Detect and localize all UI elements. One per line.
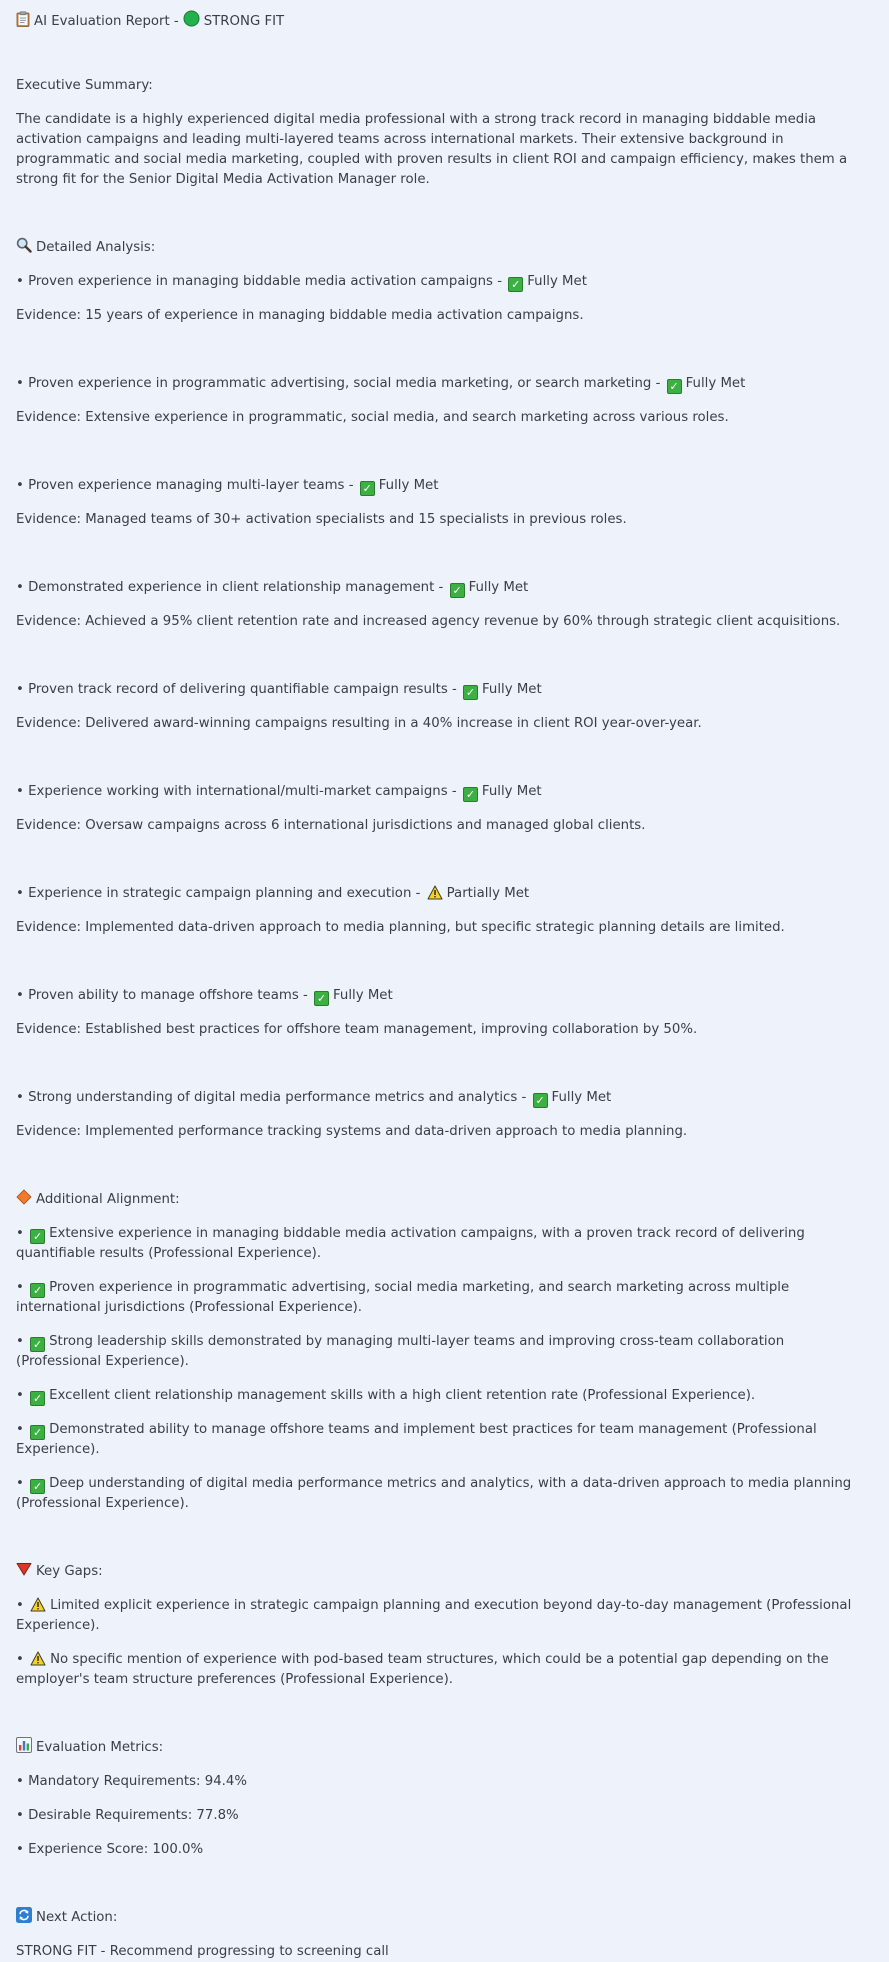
alignment-item: • ✓ Demonstrated ability to manage offshore teams and implement best practices for team management (Professional Experience). xyxy=(16,1422,817,1457)
metric-desirable: • Desirable Requirements: 77.8% xyxy=(16,1808,239,1823)
criterion-line xyxy=(16,782,873,802)
criterion-status: Fully Met xyxy=(551,1090,612,1105)
criterion-status: Fully Met xyxy=(481,784,542,799)
bar-chart-icon xyxy=(16,1737,32,1760)
check-icon: ✓ xyxy=(533,1093,548,1108)
criterion-status: Fully Met xyxy=(685,376,746,391)
check-icon: ✓ xyxy=(463,787,478,802)
criterion-text: • Demonstrated experience in client relationship management - xyxy=(16,580,448,595)
criterion-line xyxy=(16,1088,873,1108)
criterion-item xyxy=(16,986,873,1040)
criterion-text: • Proven ability to manage offshore teams - xyxy=(16,988,312,1003)
key-gaps-heading xyxy=(16,1562,873,1582)
alignment-item: • ✓ Extensive experience in managing biddable media activation campaigns, with a proven track record of delivering quantifiable results (Professional Experience). xyxy=(16,1226,805,1261)
key-gaps-section xyxy=(16,1562,873,1690)
warning-icon xyxy=(427,885,443,900)
criterion-line xyxy=(16,374,873,394)
alignment-text: Excellent client relationship management skills with a high client retention rate (Professional Experience). xyxy=(49,1388,756,1403)
green-circle-icon xyxy=(183,10,200,34)
criterion-item xyxy=(16,1088,873,1142)
check-icon: ✓ xyxy=(30,1425,45,1440)
report-title xyxy=(16,12,873,32)
criterion-evidence: Evidence: 15 years of experience in managing biddable media activation campaigns. xyxy=(16,308,584,323)
criterion-text: • Proven experience in managing biddable media activation campaigns - xyxy=(16,274,507,289)
evaluation-metrics-heading xyxy=(16,1738,873,1758)
alignment-item: • ✓ Deep understanding of digital media performance metrics and analytics, with a data-driven approach to media planning (Professional Experience). xyxy=(16,1476,852,1511)
criterion-text: • Experience in strategic campaign planning and execution - xyxy=(16,886,425,901)
criterion-item xyxy=(16,680,873,734)
additional-alignment-heading xyxy=(16,1190,873,1210)
criterion-evidence: Evidence: Oversaw campaigns across 6 international jurisdictions and managed global clients. xyxy=(16,818,646,833)
criterion-item xyxy=(16,476,873,530)
criterion-line xyxy=(16,578,873,598)
gap-text: No specific mention of experience with pod-based team structures, which could be a potential gap depending on the employer's team structure preferences (Professional Experience). xyxy=(16,1652,829,1687)
criterion-evidence: Evidence: Delivered award-winning campaigns resulting in a 40% increase in client ROI year-over-year. xyxy=(16,716,702,731)
orange-diamond-icon xyxy=(16,1189,32,1212)
criterion-evidence: Evidence: Implemented performance tracking systems and data-driven approach to media planning. xyxy=(16,1124,688,1139)
check-icon: ✓ xyxy=(450,583,465,598)
criterion-evidence: Evidence: Managed teams of 30+ activation specialists and 15 specialists in previous roles. xyxy=(16,512,627,527)
check-icon: ✓ xyxy=(508,277,523,292)
gap-item: • No specific mention of experience with pod-based team structures, which could be a potential gap depending on the employer's team structure preferences (Professional Experience). xyxy=(16,1652,829,1687)
executive-summary-text: The candidate is a highly experienced digital media professional with a strong track record in managing biddable media activation campaigns and leading multi-layered teams across international markets. Their extensive background in programmatic and social media marketing, coupled with proven results in client ROI and campaign efficiency, makes them a strong fit for the Senior Digital Media Activation Manager role. xyxy=(16,112,848,187)
criterion-item xyxy=(16,374,873,428)
red-triangle-icon xyxy=(16,1562,32,1583)
criterion-evidence: Evidence: Established best practices for offshore team management, improving collaboration by 50%. xyxy=(16,1022,698,1037)
criterion-status: Fully Met xyxy=(482,682,542,697)
check-icon: ✓ xyxy=(314,991,329,1006)
criterion-evidence: Evidence: Implemented data-driven approach to media planning, but specific strategic planning details are limited. xyxy=(16,920,785,935)
criterion-text: • Proven experience managing multi-layer teams - xyxy=(16,478,358,493)
criterion-status: Fully Met xyxy=(378,478,439,493)
metric-mandatory: • Mandatory Requirements: 94.4% xyxy=(16,1774,248,1789)
next-action-heading-text: Next Action: xyxy=(36,1910,118,1925)
executive-summary-section xyxy=(16,76,873,190)
criterion-status: Fully Met xyxy=(333,988,393,1003)
criterion-item xyxy=(16,578,873,632)
clipboard-icon xyxy=(16,11,30,34)
key-gaps-heading-text: Key Gaps: xyxy=(36,1564,103,1579)
criterion-text: • Experience working with international/multi-market campaigns - xyxy=(16,784,461,799)
evaluation-metrics-heading-text: Evaluation Metrics: xyxy=(36,1740,164,1755)
criterion-line xyxy=(16,884,873,904)
criterion-line xyxy=(16,272,873,292)
alignment-item: • ✓ Strong leadership skills demonstrated by managing multi-layer teams and improving cross-team collaboration (Professional Experience). xyxy=(16,1334,785,1369)
gap-item: • Limited explicit experience in strategic campaign planning and execution beyond day-to-day management (Professional Experience). xyxy=(16,1598,852,1633)
warning-icon xyxy=(30,1651,46,1666)
refresh-icon xyxy=(16,1907,32,1930)
alignment-item: • ✓ Excellent client relationship management skills with a high client retention rate (Professional Experience). xyxy=(16,1388,756,1405)
check-icon: ✓ xyxy=(667,379,682,394)
criterion-item xyxy=(16,782,873,836)
alignment-text: Demonstrated ability to manage offshore teams and implement best practices for team management (Professional Experience). xyxy=(16,1422,817,1457)
criterion-text: • Proven track record of delivering quantifiable campaign results - xyxy=(16,682,461,697)
alignment-text: Proven experience in programmatic advertising, social media marketing, and search marketing across multiple international jurisdictions (Professional Experience). xyxy=(16,1280,790,1315)
alignment-text: Strong leadership skills demonstrated by managing multi-layer teams and improving cross-team collaboration (Professional Experience). xyxy=(16,1334,785,1369)
criterion-status: Fully Met xyxy=(468,580,529,595)
criterion-status: Fully Met xyxy=(527,274,587,289)
report-verdict: STRONG FIT xyxy=(203,14,285,29)
next-action-heading xyxy=(16,1908,873,1928)
criterion-text: • Proven experience in programmatic advertising, social media marketing, or search marketing - xyxy=(16,376,665,391)
criterion-evidence: Evidence: Extensive experience in programmatic, social media, and search marketing across various roles. xyxy=(16,410,729,425)
magnifier-icon xyxy=(16,237,32,260)
criterion-item xyxy=(16,884,873,938)
alignment-item: • ✓ Proven experience in programmatic advertising, social media marketing, and search marketing across multiple international jurisdictions (Professional Experience). xyxy=(16,1280,790,1315)
criterion-line xyxy=(16,680,873,700)
metric-experience: • Experience Score: 100.0% xyxy=(16,1842,204,1857)
detailed-analysis-heading xyxy=(16,238,873,258)
next-action-text: STRONG FIT - Recommend progressing to screening call xyxy=(16,1944,389,1959)
criterion-line xyxy=(16,986,873,1006)
criterion-status: Partially Met xyxy=(446,886,530,901)
criterion-evidence: Evidence: Achieved a 95% client retention rate and increased agency revenue by 60% through strategic client acquisitions. xyxy=(16,614,841,629)
check-icon: ✓ xyxy=(463,685,478,700)
detailed-analysis-heading-text: Detailed Analysis: xyxy=(36,240,156,255)
additional-alignment-section xyxy=(16,1190,873,1514)
warning-icon xyxy=(30,1597,46,1612)
check-icon: ✓ xyxy=(30,1229,45,1244)
criterion-item xyxy=(16,272,873,326)
alignment-text: Extensive experience in managing biddable media activation campaigns, with a proven track record of delivering quantifiable results (Professional Experience). xyxy=(16,1226,805,1261)
check-icon: ✓ xyxy=(360,481,375,496)
detailed-analysis-section xyxy=(16,238,873,1142)
check-icon: ✓ xyxy=(30,1337,45,1352)
gap-text: Limited explicit experience in strategic campaign planning and execution beyond day-to-day management (Professional Experience). xyxy=(16,1598,852,1633)
report-title-text: AI Evaluation Report - xyxy=(34,14,179,29)
criterion-text: • Strong understanding of digital media performance metrics and analytics - xyxy=(16,1090,531,1105)
evaluation-metrics-section xyxy=(16,1738,873,1860)
check-icon: ✓ xyxy=(30,1479,45,1494)
additional-alignment-heading-text: Additional Alignment: xyxy=(36,1192,180,1207)
alignment-text: Deep understanding of digital media performance metrics and analytics, with a data-driven approach to media planning (Professional Experience). xyxy=(16,1476,852,1511)
check-icon: ✓ xyxy=(30,1283,45,1298)
criterion-line xyxy=(16,476,873,496)
check-icon: ✓ xyxy=(30,1391,45,1406)
executive-summary-heading: Executive Summary: xyxy=(16,78,153,93)
next-action-section xyxy=(16,1908,873,1962)
